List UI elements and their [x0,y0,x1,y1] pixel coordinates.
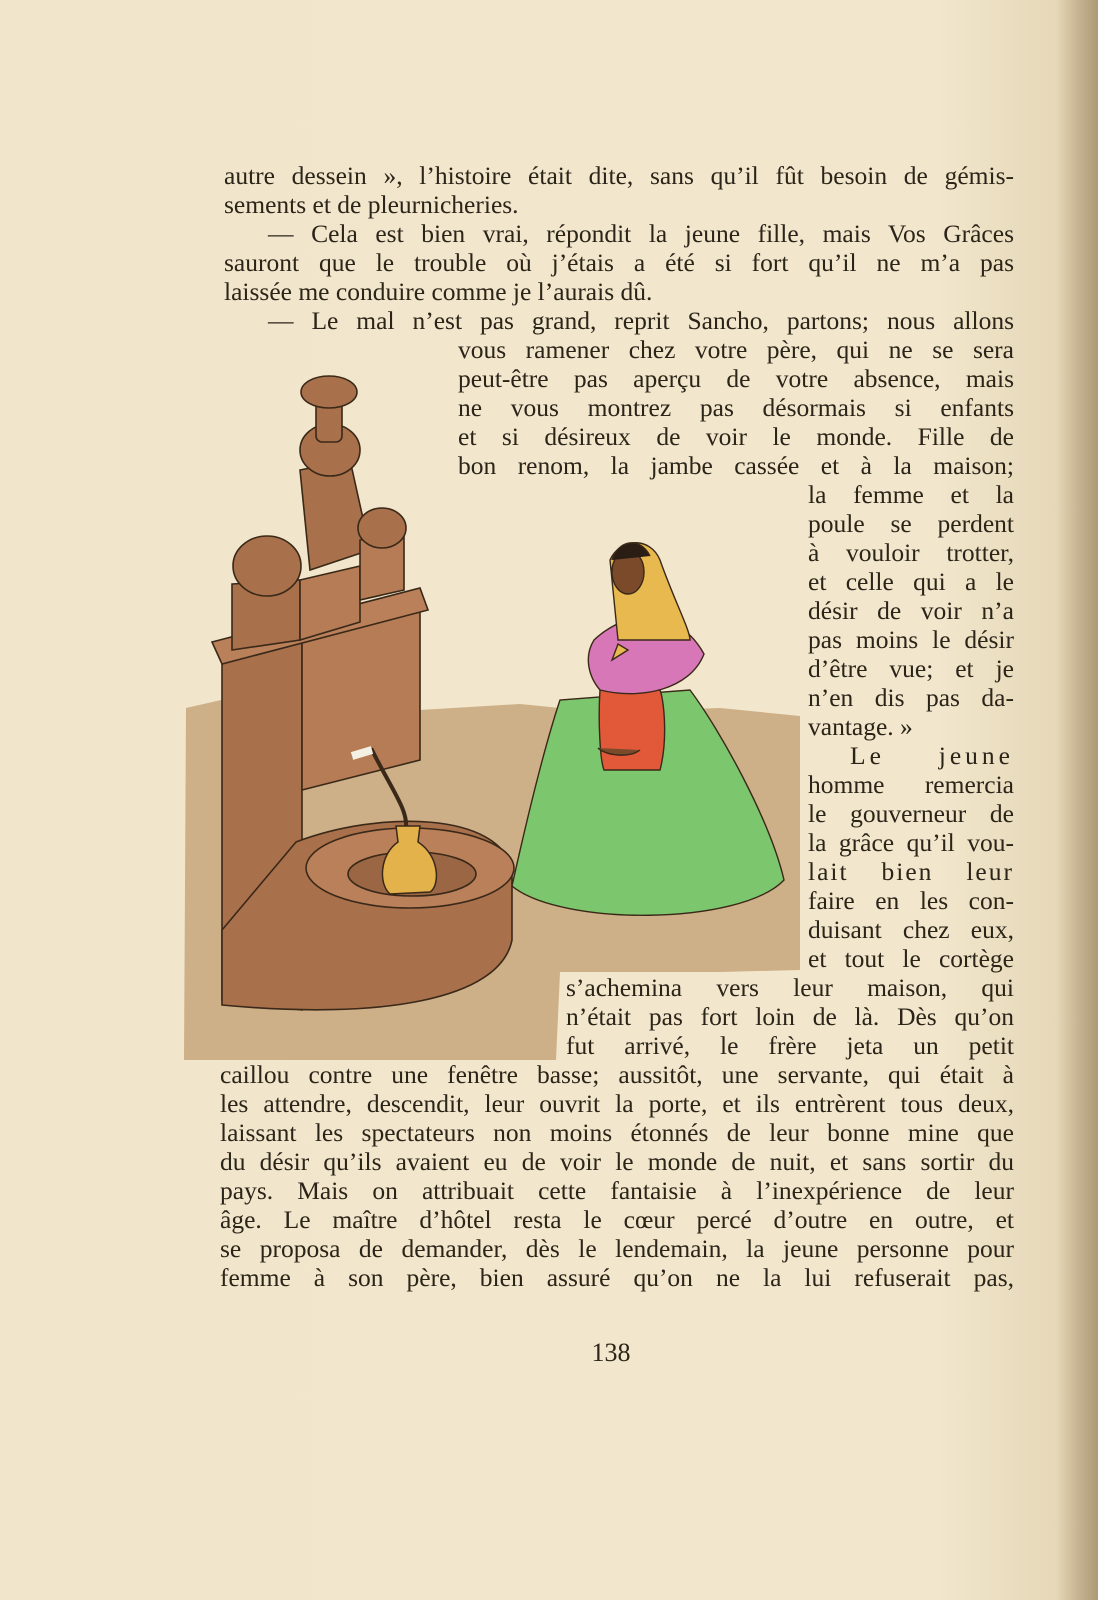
text-line: — Le mal n’est pas grand, reprit Sancho, partons; nous allons [268,306,1014,335]
text-line: pays. Mais on attribuait cette fantaisie à l’inexpérience de leur [220,1176,1014,1205]
text-line: laissée me conduire comme je l’aurais dû. [224,277,653,306]
text-line: et si désireux de voir le monde. Fille de [458,422,1014,451]
text-line: duisant chez eux, [808,915,1014,944]
text-line: femme à son père, bien assuré qu’on ne la lui refuserait pas, [220,1263,1014,1292]
text-line: — Cela est bien vrai, répondit la jeune fille, mais Vos Grâces [268,219,1014,248]
text-line: n’était pas fort loin de là. Dès qu’on [566,1002,1014,1031]
text-line: sements et de pleurnicheries. [224,190,519,219]
text-line: laissant les spectateurs non moins étonnés de leur bonne mine que [220,1118,1014,1147]
text-line: et celle qui a le [808,567,1014,596]
text-line: poule se perdent [808,509,1014,538]
text-line: s’achemina vers leur maison, qui [566,973,1014,1002]
text-line: âge. Le maître d’hôtel resta le cœur percé d’outre en outre, et [220,1205,1014,1234]
text-line: d’être vue; et je [808,654,1014,683]
text-line: désir de voir n’a [808,596,1014,625]
text-line: bon renom, la jambe cassée et à la maison; [458,451,1014,480]
text-line: Le jeune [850,741,1014,770]
page-number: 138 [591,1338,631,1367]
text-line: à vouloir trotter, [808,538,1014,567]
text-line: faire en les con- [808,886,1014,915]
text-line: et tout le cortège [808,944,1014,973]
text-line: peut-être pas aperçu de votre absence, mais [458,364,1014,393]
text-line: du désir qu’ils avaient eu de voir le monde de nuit, et sans sortir du [220,1147,1014,1176]
text-line: caillou contre une fenêtre basse; aussitôt, une servante, qui était à [220,1060,1014,1089]
text-line: vous ramener chez votre père, qui ne se sera [458,335,1014,364]
text-line: le gouverneur de [808,799,1014,828]
text-line: ne vous montrez pas désormais si enfants [458,393,1014,422]
text-line: homme remercia [808,770,1014,799]
text-line: vantage. » [808,712,913,741]
text-line: sauront que le trouble où j’étais a été si fort qu’il ne m’a pas [224,248,1014,277]
text-line: la femme et la [808,480,1014,509]
text-line: se proposa de demander, dès le lendemain, la jeune personne pour [220,1234,1014,1263]
text-line: la grâce qu’il vou- [808,828,1014,857]
text-line: n’en dis pas da- [808,683,1014,712]
text-line: pas moins le désir [808,625,1014,654]
text-line: les attendre, descendit, leur ouvrit la porte, et ils entrèrent tous deux, [220,1089,1014,1118]
text-line: lait bien leur [808,857,1014,886]
text-line: fut arrivé, le frère jeta un petit [566,1031,1014,1060]
text-line: autre dessein », l’histoire était dite, sans qu’il fût besoin de gémis- [224,161,1014,190]
